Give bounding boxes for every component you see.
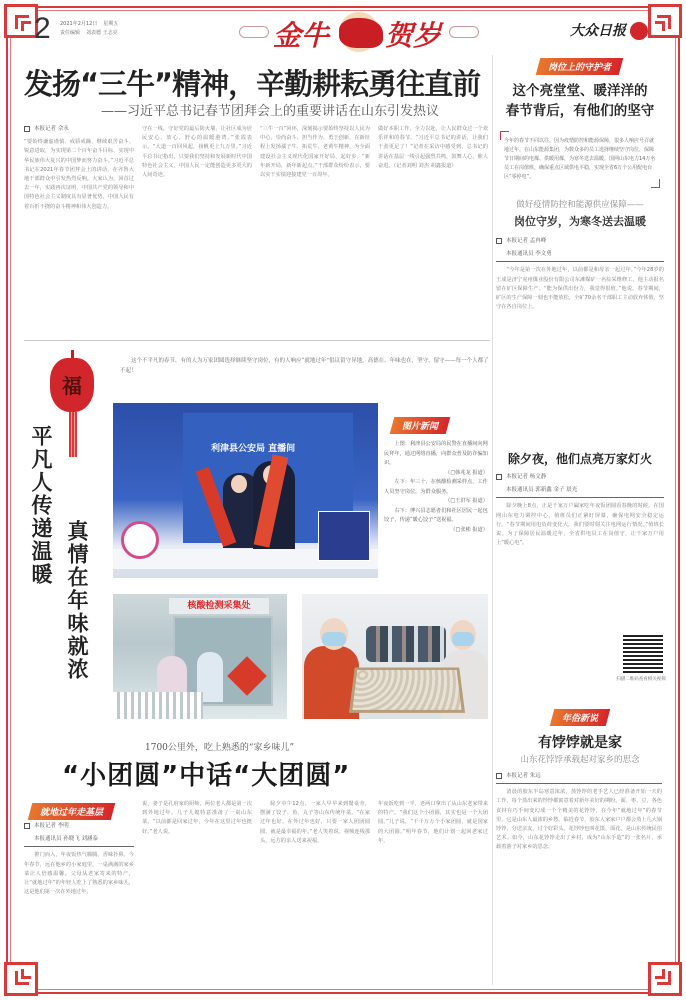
photo-news-tag: 图片新闻 — [390, 417, 451, 434]
bottom-kicker: 1700公里外，吃上熟悉的“家乡味儿” — [145, 743, 295, 753]
main-headline: 发扬“三牛”精神，辛勤耕耘勇往直前 — [24, 67, 481, 101]
editors: 刘表德 王志亮 — [86, 30, 118, 36]
bottom-article-column-1: 本报记者 李明 本报通讯员 孙晓飞 刘涵泰 推门而入，年夜饭热气腾腾、香味扑鼻。今年春节，远在他乡的小家庭里，一桌满满的家乡菜让人倍感温馨。父母从老家寄来的特产，让“就地过年”的年轻人吃上了熟悉的家乡味儿，这是他们第一次在外地过年。 — [24, 823, 134, 896]
issue-weekday: 星期五 — [103, 21, 119, 27]
main-article-column-1: 本报记者 佘永 “要始终谦虚谨慎、戒骄戒躁，继续艰苦奋斗、锐意进取，为实现第二个百年奋斗目标、实现中华民族伟大复兴的中国梦而努力奋斗。”习近平总书记在2021年春节团拜会上的讲话，在齐鲁大地干部群众中引发热烈反响。大家认为，回首过去一年，实践再次证明，中国共产党的领导和中国特色社会主义制度具有显著优势，中国人民有着百折不挠的奋斗精神和伟大创造力。 — [24, 126, 134, 210]
main-article-column-4: 做好本职工作，全力以赴，让人民群众过一个欢乐祥和的春节。“习近平总书记的讲话，让我们干劲更足了！”记者在采访中感受到，总书记的讲话在基层一线引起强烈共鸣，鼓舞人心、催人奋进。（记者刘明 刘杰 胡鑫报道） — [378, 126, 488, 169]
photo-testing-station: 核酸检测采集处 — [113, 594, 287, 719]
main-subheadline: ——习近平总书记春节团拜会上的重要讲话在山东引发热议 — [100, 104, 439, 119]
photo-police-livestream: 利津县公安局 直播间 — [113, 403, 378, 578]
page-meta — [60, 20, 124, 38]
section-tag-2: 年俗新说 — [550, 709, 611, 726]
bottom-article-column-4: 年夜饭吃到一半，老两口拿出了从山东老家带来的特产。“我们这个小团圆，其实也是一个大团圆。”儿子说，“千千万万个小家团圆，就是国家的大团圆。”明年春节，他们计划一起回老家过年。 — [378, 801, 488, 844]
byline-box-icon — [496, 238, 502, 244]
page-header — [24, 10, 664, 52]
fu-knot-ornament-icon: 福 — [44, 350, 104, 460]
photo-dumplings — [302, 594, 488, 719]
bottom-article-column-2: 说，妻子是孔府家的厨师，两位老人都是第一次到外地过年。儿子儿媳特意准备了一桌山东菜。“以前都是回家过年，今年在这里过年也挺好。”老人说。 — [142, 801, 252, 835]
right-headline: 这个亮堂堂、暖洋洋的 春节背后，有他们的坚守 — [505, 83, 655, 119]
right-article-body: 本报记者 孟冉峰 本报通讯员 李文勇 “今年是第一次在外地过年，以前都是和母亲一起过年。”今年28岁的王成是济宁兖州煤业股份有限公司东滩煤矿一名综采维修工，他主动报名留在矿区保障生产。“能为保供出份力，我觉得很值。”他说。春节期间，矿区的生产保障一刻也不能放松，全矿70余名干部职工主动放弃休假，坚守在各自岗位上。 — [496, 238, 664, 311]
right-article-body-3: 本报记者 朱远 清晨的胶东半岛寒意浓浓，蒸饽饽的老手艺人已经准备开始一天的工作。每个蒸出来的饽饽都寓意着对新年美好的期盼。面、枣、豆，各色食材在巧手间变幻成一个个精美的花饽饽，在今年“就地过年”的春节里，它是山东人最浓的乡愁。临近春节，胶东人家家户户都会蒸上几大锅饽饽，分送亲友，讨个好彩头。花饽饽也叫花馍、面花，是山东传统民俗艺术。如今，山东花饽饽走出了乡村，成为“山东手造”的一张名片，承载着游子对家乡的思念。 — [496, 773, 662, 851]
banner-text-left: 金牛 — [273, 19, 330, 52]
section-divider — [24, 340, 490, 341]
cloud-icon — [239, 26, 269, 38]
column-divider — [492, 55, 493, 985]
bottom-article-column-3: 除夕中午12点，一家人早早来到餐桌旁，摆满了饺子、鱼、丸子等山东传统年菜。“在家过年也好，在外过年也好，只要一家人团团圆圆，就是最幸福的年。”老人笑着说。视频连线那头，远方的亲人送来祝福。 — [260, 801, 370, 844]
page-number: 2 — [34, 12, 51, 45]
feature-intro: 这个不平凡的春节，有的人为万家团圆选择继续坚守岗位，有的人响应“就地过年”倡议留守异地，高德在、年味也在，坚守、留守——每一个人都了不起！ — [120, 358, 489, 374]
editor-label: 责任编辑 — [60, 30, 81, 36]
right-kicker: 做好疫情防控和能源供应保障—— — [516, 200, 644, 210]
issue-date: 2021年2月12日 — [60, 21, 98, 27]
right-subheadline: 岗位守岁，为寒冬送去温暖 — [514, 215, 646, 228]
photo-captions: 上图：利津县公安局的民警在直播间向网民拜年，通过网络直播，向群众普及防诈骗知识。 （□韩兆龙 报道） 左下：年三十，在核酸检测采样点，工作人员坚守岗位，为群众服务。 （□王洪军 报道） 右下：博兴县志愿者们和社区居民一起包饺子，传递“暖心饺子”送祝福。 （□张彬 报道） — [384, 441, 488, 533]
main-article-column-3: “三牛一百”回环，深刻揭示要始终坚持以人民为中心，崇尚奋斗、担当作为、勇于创新，在新征程上发扬孺子牛、拓荒牛、老黄牛精神，为全面建设社会主义现代化国家开好局、起好步。“新年新开局，新年新起点。”干部群众纷纷表示，要以实干实绩迎接建党一百周年。 — [260, 126, 370, 179]
qr-caption: 扫描二维码查看相关视频 — [616, 677, 666, 682]
section2-headline: 除夕夜，他们点亮万家灯火 — [507, 452, 652, 466]
main-article-column-2: 守在一线，守好党的最后防火墙，让社区成为居民安心、放心、舒心的温暖港湾。”张霞表示。“大道一百回风起，扬帆更上九万里。”习近平总书记指出，只要我们坚持和发展新时代中国特色社会主义，中国人民一定能创造更多更大的人间奇迹。 — [142, 126, 252, 179]
section-tag: 岗位上的守护者 — [536, 58, 624, 75]
new-year-banner — [239, 10, 479, 54]
byline-box-icon — [24, 126, 30, 132]
byline-box-icon — [24, 823, 30, 829]
section2-body: 本报记者 杨文静 本报通讯员 郭新鑫 金子 晨光 除夕晚上8点，正是千家万户阖家吃年夜饭团圆看春晚的时候，在国网山东电力调控中心，值班员们正紧盯屏幕，确保电网安全稳定运行。“春节期间用电负荷变化大，我们要时刻关注电网运行情况。”值班长说。为了保障居民温暖过年，全省供电员工在岗值守，让千家万户用上“暖心电”。 — [496, 474, 664, 547]
right-column — [496, 55, 664, 613]
byline-box-icon — [496, 474, 502, 480]
newspaper-logo-icon — [630, 22, 648, 40]
masthead — [570, 20, 648, 40]
newspaper-name: 大众日报 — [570, 23, 626, 39]
vertical-headline-left: 平凡人传递温暖 — [29, 425, 53, 586]
byline: 本报记者 佘永 — [24, 125, 134, 134]
cloud-icon — [449, 26, 479, 38]
bottom-section-tag: 就地过年走基层 — [28, 803, 116, 820]
qr-code[interactable] — [623, 633, 663, 673]
right-headline-2: 有饽饽就是家 — [538, 735, 622, 751]
lead-quote: 今年的春节不同以往。因为疫情防控和能源保障，很多人响应号召就地过年。在山东能源集团，为数众多的员工选择继续坚守岗位，保障节日期间的电煤、供暖用煤，为寒冬送去温暖。国网山东电力14万名员工在岗值班，确保重点区域供电平稳，实现全省6万个公用配电台区“零停电”。 — [500, 131, 660, 188]
right-subheadline-2: 山东花饽饽承载起对家乡的思念 — [520, 755, 640, 765]
ox-papercut-icon — [339, 18, 383, 48]
vertical-headline-right: 真情在年味就浓 — [65, 520, 89, 681]
byline-box-icon — [496, 773, 502, 779]
banner-text-right: 贺岁 — [385, 19, 442, 52]
bottom-headline: “小团圆”中话“大团圆” — [62, 761, 351, 791]
